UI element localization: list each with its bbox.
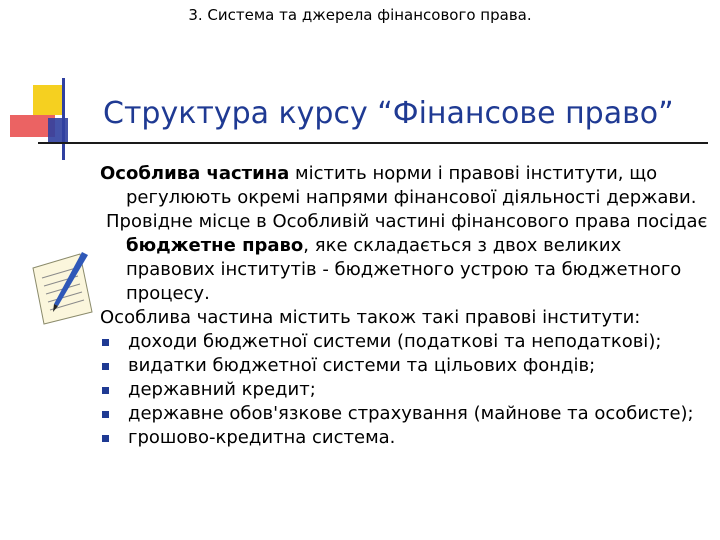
title-divider — [38, 142, 708, 144]
list-item — [100, 402, 710, 426]
list-item — [100, 330, 710, 354]
budget-law-term: бюджетне право — [126, 235, 304, 256]
paragraph-special-part — [100, 162, 710, 210]
list-item-text: державний кредит; — [128, 379, 316, 400]
budget-law-intro: Провідне місце в Особливій частині фінансового права посідає — [106, 211, 708, 232]
square-bullet-icon — [102, 411, 109, 418]
square-bullet-icon — [102, 435, 109, 442]
paragraph-institutes-intro: Особлива частина містить також такі правові інститути: — [100, 307, 641, 328]
square-bullet-icon — [102, 339, 109, 346]
header-note: 3. Система та джерела фінансового права. — [188, 6, 532, 24]
institutes-list — [100, 330, 710, 450]
list-item-text: видатки бюджетної системи та цільових фондів; — [128, 355, 596, 376]
list-item — [100, 354, 710, 378]
list-item — [100, 378, 710, 402]
list-item-text: державне обов'язкове страхування (майнове та особисте); — [128, 403, 694, 424]
special-part-text: містить норми і правові інститути, що регулюють окремі напрями фінансової діяльності держави. — [126, 163, 697, 208]
list-item — [100, 426, 710, 450]
slide-body — [100, 162, 710, 450]
list-item-text: доходи бюджетної системи (податкові та неподаткові); — [128, 331, 662, 352]
pen-and-paper-icon — [28, 246, 98, 328]
paragraph-budget-law — [100, 210, 710, 306]
budget-law-text: , яке складається з двох великих правових інститутів - бюджетного устрою та бюджетного процесу. — [126, 235, 682, 304]
slide-title: Структура курсу “Фінансове право” — [103, 96, 674, 131]
square-bullet-icon — [102, 363, 109, 370]
slide-template-logo — [0, 0, 100, 170]
list-item-text: грошово-кредитна система. — [128, 427, 396, 448]
square-bullet-icon — [102, 387, 109, 394]
special-part-term: Особлива частина — [100, 163, 290, 184]
